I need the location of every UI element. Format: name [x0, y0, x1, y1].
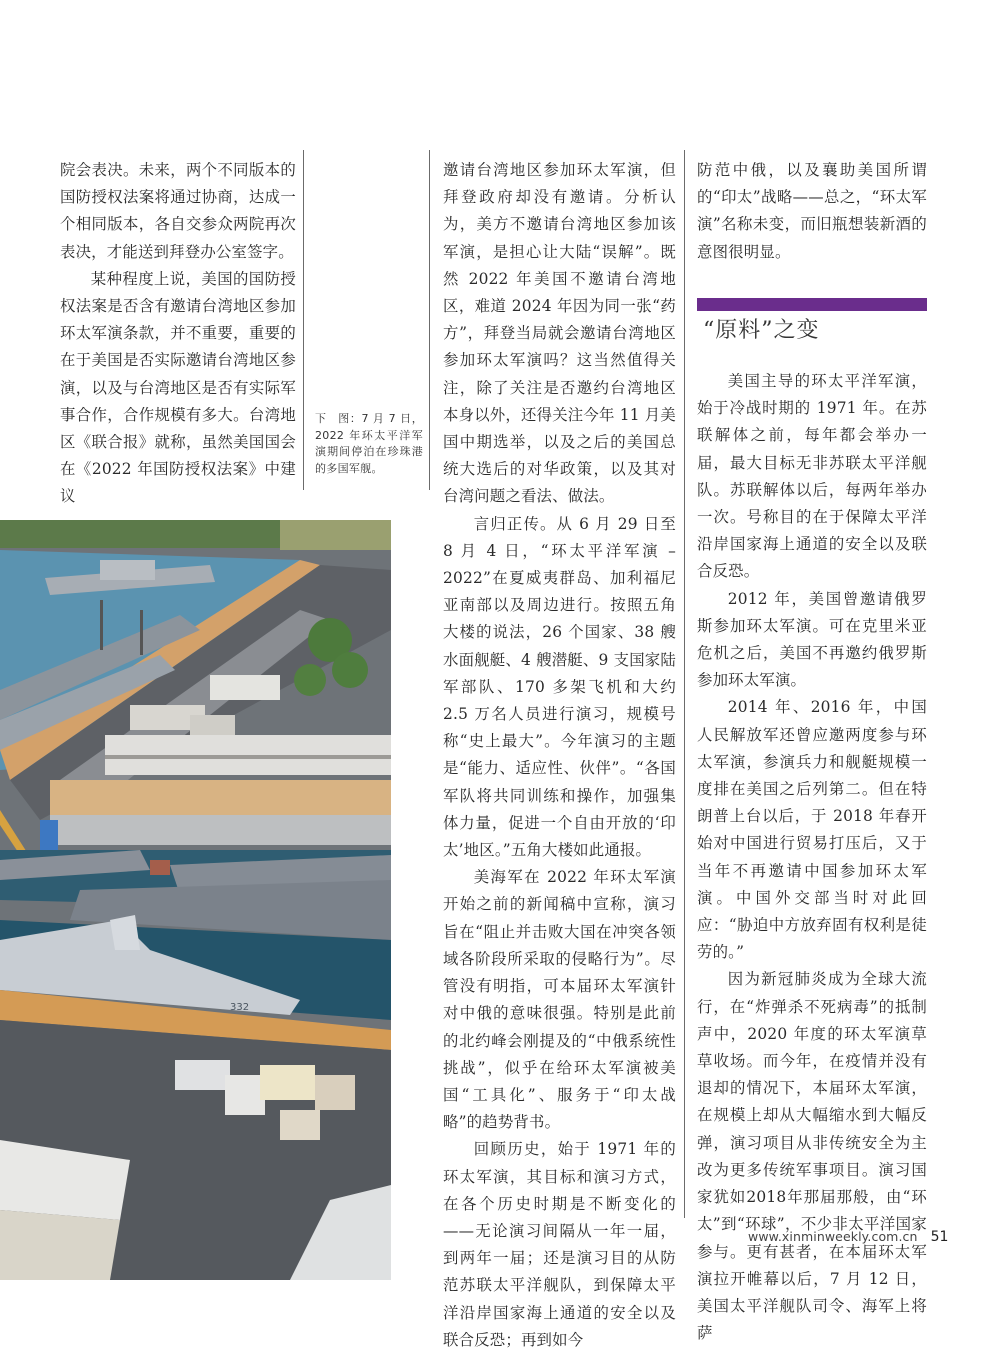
- paragraph: 院会表决。未来，两个不同版本的国防授权法案将通过协商，达成一个相同版本，各自交参众两院再次表决，才能送到拜登办公室签字。: [60, 161, 296, 261]
- paragraph: 2014 年、2016 年，中国人民解放军还曾应邀两度参与环太军演，参演兵力和舰艇规模一度排在美国之后列第二。但在特朗普上台以后，于 2018 年春开始对中国进行贸易打压后，又于当年不再邀请中国参加环太军演。中国外交部当时对此回应：“胁迫中方放弃固有权利是徒劳的。”: [697, 698, 927, 962]
- paragraph: 言归正传。从 6 月 29 日至 8 月 4 日，“环太平洋军演 –2022”在夏威夷群岛、加利福尼亚南部以及周边进行。按照五角大楼的说法，26 个国家、38 艘水面舰艇、4 艘潜艇、9 支国家陆军部队、170 多架飞机和大约 2.5 万名人员进行演习，规模号称“史上最大”。今年演习的主题是“能力、适应性、伙伴”。“各国军队将共同训练和操作，加强集体力量，促进一个自由开放的‘印太’地区。”五角大楼如此通报。: [443, 514, 676, 860]
- paragraph: 邀请台湾地区参加环太军演，但拜登政府却没有邀请。分析认为，美方不邀请台湾地区参加该军演，是担心让大陆“误解”。既然 2022 年美国不邀请台湾地区，难道 2024 年因为同一张“药方”，拜登当局就会邀请台湾地区参加环太军演吗？这当然值得关注，除了关注是否邀约台湾地区本身以外，还得关注今年 11 月美国中期选举，以及之后的美国总统大选后的对华政策，以及其对台湾问题之看法、做法。: [443, 161, 676, 506]
- paragraph: 因为新冠肺炎成为全球大流行，在“炸弹杀不死病毒”的抵制声中，2020 年度的环太军演草草收场。而今年，在疫情并没有退却的情况下，本届环太军演，在规模上却从大幅缩水到大幅反弹，演习项目从非传统安全为主改为更多传统军事项目。演习国家犹如2018年那届那般，由“环太”到“环球”，不少非太平洋国家参与。更有甚者，在本届环太军演拉开帷幕以后，7 月 12 日，美国太平洋舰队司令、海军上将萨: [697, 970, 927, 1343]
- paragraph: 2012 年，美国曾邀请俄罗斯参加环太军演。可在克里米亚危机之后，美国不再邀约俄罗斯参加环太军演。: [697, 589, 927, 690]
- paragraph: 美国主导的环太平洋军演，始于冷战时期的 1971 年。在苏联解体之前，每年都会举办一届，最大目标无非苏联太平洋舰队。苏联解体以后，每两年举办一次。号称目的在于保障太平洋沿岸国家海上通道的安全以及联合反恐。: [697, 372, 927, 581]
- article-column-2: [443, 157, 676, 1354]
- harbor-photo-illustration: [0, 520, 391, 1280]
- section-header-bar: [697, 298, 927, 311]
- caption-divider: [429, 150, 430, 490]
- column-divider: [303, 150, 304, 490]
- paragraph: 某种程度上说，美国的国防授权法案是否含有邀请台湾地区参加环太军演条款，并不重要，重要的在于美国是否实际邀请台湾地区参演，以及与台湾地区是否有实际军事合作，合作规模有多大。台湾地区《联合报》就称，虽然美国国会在《2022 年国防授权法案》中建议: [60, 269, 296, 506]
- paragraph: 防范中俄，以及襄助美国所谓的“印太”战略——总之，“环太军演”名称未变，而旧瓶想装新酒的意图很明显。: [697, 161, 927, 261]
- harbor-photo: [0, 520, 391, 1280]
- photo-caption: 下 图：7 月 7 日，2022 年环太平洋军演期间停泊在珍珠港的多国军舰。: [315, 412, 423, 475]
- page-footer: [748, 1226, 948, 1245]
- paragraph: 美海军在 2022 年环太军演开始之前的新闻稿中宣称，演习旨在“阻止并击败大国在冲突各领域各阶段所采取的侵略行为”。尽管没有明指，可本届环太军演针对中俄的意味很强。特别是此前的北约峰会刚提及的“中俄系统性挑战”，似乎在给环太军演被美国“工具化”、服务于“印太战略”的趋势背书。: [443, 868, 676, 1132]
- article-column-3-top: [697, 157, 927, 266]
- section-title: “原料”之变: [703, 318, 820, 343]
- page-number: 51: [930, 1229, 949, 1245]
- website-url: www.xinminweekly.com.cn: [748, 1229, 918, 1244]
- article-column-1: [60, 157, 296, 511]
- paragraph: 回顾历史，始于 1971 年的环太军演，其目标和演习方式，在各个历史时期是不断变化的——无论演习间隔从一年一届，到两年一届；还是演习目的从防范苏联太平洋舰队，到保障太平洋沿岸国家海上通道的安全以及联合反恐；再到如今: [443, 1140, 676, 1349]
- hull-number: 332: [230, 1002, 250, 1013]
- article-column-3: [697, 368, 927, 1347]
- column-divider: [684, 150, 685, 1218]
